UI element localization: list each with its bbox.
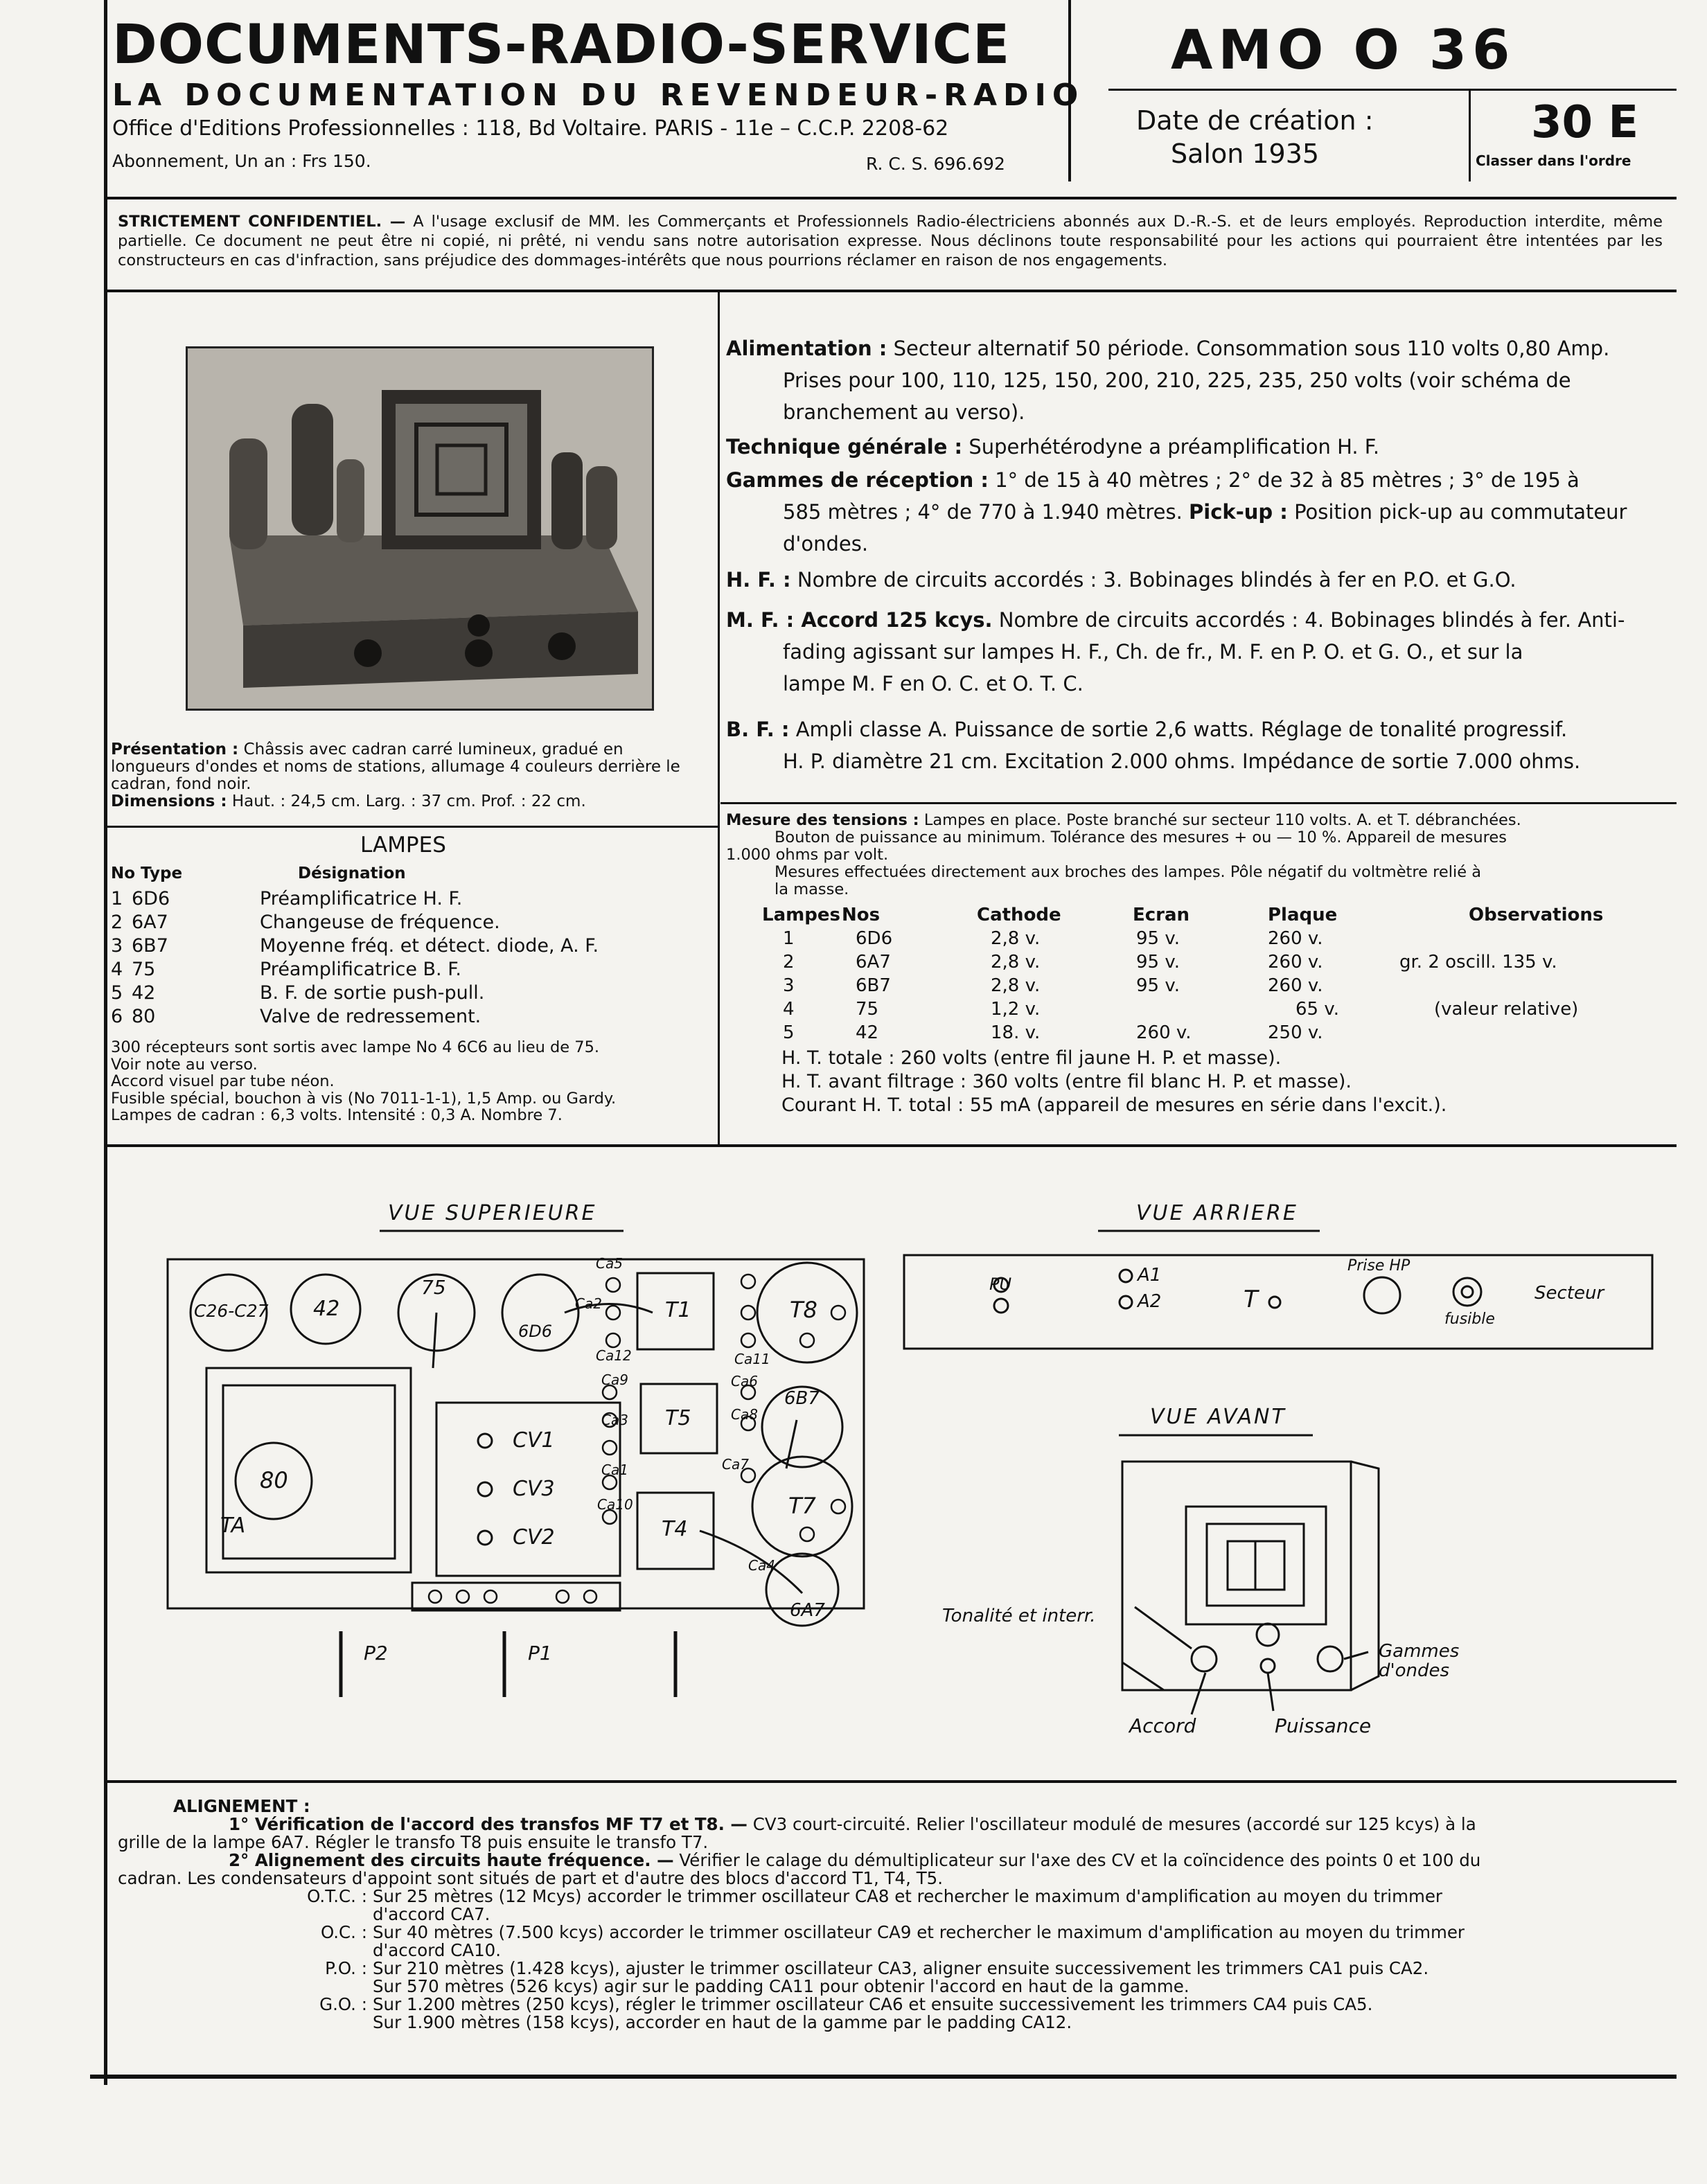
creation-date-label: Date de création : bbox=[1136, 105, 1374, 136]
tensions-row: 4 75 1,2 v. 65 v. (valeur relative) bbox=[783, 999, 1579, 1020]
lampes-title: LAMPES bbox=[360, 833, 446, 858]
label-ta: TA bbox=[220, 1513, 246, 1538]
label-pu: PU bbox=[989, 1275, 1012, 1294]
creation-date-value: Salon 1935 bbox=[1171, 139, 1320, 169]
confidential-lead: STRICTEMENT CONFIDENTIEL. — bbox=[118, 213, 406, 231]
label-t8: T8 bbox=[790, 1297, 817, 1323]
label-fusible: fusible bbox=[1444, 1311, 1495, 1328]
cv1-terminal bbox=[478, 1434, 492, 1448]
label-ca5: Ca5 bbox=[596, 1255, 623, 1272]
label-6a7: 6A7 bbox=[790, 1600, 825, 1621]
label-t5: T5 bbox=[665, 1406, 691, 1430]
label-p1: P1 bbox=[528, 1642, 552, 1664]
label-6b7: 6B7 bbox=[784, 1388, 820, 1409]
publisher-address: Office d'Editions Professionnelles : 118, Bd Voltaire. PARIS - 11e – C.C.P. 2208-62 bbox=[112, 116, 949, 141]
ht-totale: H. T. totale : 260 volts (entre fil jaune H. P. et masse). bbox=[781, 1047, 1282, 1069]
label-cv1: CV1 bbox=[513, 1428, 555, 1453]
label-ca7: Ca7 bbox=[722, 1456, 749, 1473]
prise-hp-socket bbox=[1364, 1277, 1400, 1313]
spec-alimentation: Alimentation : Secteur alternatif 50 période. Consommation sous 110 volts 0,80 Amp. Prises pour 100, 110, 125, 150, 200, 210, 225, 235, 250 volts (voir schéma de branchement au verso). bbox=[726, 337, 1610, 424]
cv3-terminal bbox=[478, 1482, 492, 1496]
alignement-section: ALIGNEMENT : 1° Vérification de l'accord des transfos MF T7 et T8. — CV3 court-circuité. Relier l'oscillateur modulé de mesures (accordé sur 125 kcys) à la grille de la lampe 6A7. Régler le transfo T8 puis ensuite le transfo T7. 2° Alignement des circuits haute fréquence. — Vérifier le calage du démultiplicateur sur l'axe des CV et la coïncidence des points 0 et 100 du cadran. Les condensateurs d'appoint sont situés de part et d'autre des blocs d'accord T1, T4, T5. O.T.C. : Sur 25 mètres (12 Mcys) accorder le trimmer oscillateur CA8 et rechercher le maximum d'amplification au moyen du trimmer d'accord CA7. O.C. : Sur 40 mètres (7.500 kcys) accorder le trimmer oscillateur CA9 et rechercher le maximum d'amplification au moyen du trimmer d'accord CA10. P.O. : Sur 210 mètres (1.428 kcys), ajuster le trimmer oscillateur CA3, aligner ensuite successivement les trimmers CA1 puis CA2. Sur 570 mètres (526 kcys) agir sur le padding CA11 pour obtenir l'accord en haut de la gamme. G.O. : Sur 1.200 mètres (250 kcys), régler le trimmer oscillateur CA6 et ensuite successivement les trimmers CA4 puis CA5. Sur 1.900 mètres (158 kcys), accorder en haut de la gamme par le padding CA12. bbox=[118, 1797, 1663, 2032]
lampes-note: Voir note au verso. bbox=[111, 1055, 258, 1074]
label-a1: A1 bbox=[1138, 1265, 1162, 1286]
classification-label: Classer dans l'ordre bbox=[1476, 152, 1631, 169]
label-80: 80 bbox=[260, 1467, 288, 1493]
presentation-label: Présentation : bbox=[111, 740, 239, 758]
label-c26c27: C26-C27 bbox=[194, 1301, 269, 1321]
vue-avant-title: VUE AVANT bbox=[1150, 1405, 1286, 1429]
label-t4: T4 bbox=[662, 1517, 688, 1541]
label-6d6: 6D6 bbox=[518, 1322, 553, 1341]
rcs-number: R. C. S. 696.692 bbox=[866, 154, 1005, 174]
label-p2: P2 bbox=[364, 1642, 388, 1664]
label-t1: T1 bbox=[665, 1298, 691, 1322]
spec-mf: M. F. : Accord 125 kcys. Nombre de circuits accordés : 4. Bobinages blindés à fer. Anti- fading agissant sur lampes H. F., Ch. de fr., M. F. en P. O. et G. O., et sur la lampe M. F en O. C. et O. T. C. bbox=[726, 608, 1625, 695]
label-prise-hp: Prise HP bbox=[1347, 1257, 1410, 1275]
label-ca12: Ca12 bbox=[596, 1347, 632, 1364]
label-cv2: CV2 bbox=[513, 1525, 555, 1550]
masthead-subtitle: LA DOCUMENTATION DU REVENDEUR-RADIO bbox=[112, 78, 1085, 113]
label-ca9: Ca9 bbox=[601, 1371, 628, 1388]
lampes-note: Accord visuel par tube néon. bbox=[111, 1072, 335, 1090]
label-secteur: Secteur bbox=[1534, 1283, 1604, 1304]
model-name: AMO O 36 bbox=[1171, 19, 1516, 82]
tensions-row: 3 6B7 2,8 v. 95 v. 260 v. bbox=[783, 975, 1323, 996]
spec-gammes: Gammes de réception : 1° de 15 à 40 mètres ; 2° de 32 à 85 mètres ; 3° de 195 à 585 mètres ; 4° de 770 à 1.940 mètres. Pick-up : Position pick-up au commutateur d'ondes. bbox=[726, 468, 1627, 556]
label-tonalite: Tonalité et interr. bbox=[942, 1606, 1096, 1626]
courant-ht-total: Courant H. T. total : 55 mA (appareil de mesures en série dans l'excit.). bbox=[781, 1094, 1447, 1116]
vue-arriere-title: VUE ARRIERE bbox=[1136, 1201, 1298, 1225]
front-cabinet-outline bbox=[1122, 1462, 1351, 1690]
power-transformer-ta-inner bbox=[223, 1385, 395, 1559]
label-accord: Accord bbox=[1129, 1714, 1196, 1737]
fusible-holder bbox=[1453, 1278, 1481, 1306]
lampes-note: Lampes de cadran : 6,3 volts. Intensité : 0,3 A. Nombre 7. bbox=[111, 1106, 563, 1124]
label-puissance: Puissance bbox=[1275, 1714, 1372, 1737]
dial-plate bbox=[412, 1583, 620, 1610]
label-ca4: Ca4 bbox=[748, 1557, 775, 1574]
lampes-note: Fusible spécial, bouchon à vis (No 7011-1-1), 1,5 Amp. ou Gardy. bbox=[111, 1089, 617, 1108]
masthead-title: DOCUMENTS-RADIO-SERVICE bbox=[112, 14, 1011, 76]
ht-avant-filtrage: H. T. avant filtrage : 360 volts (entre fil blanc H. P. et masse). bbox=[781, 1071, 1352, 1092]
spec-bf: B. F. : Ampli classe A. Puissance de sortie 2,6 watts. Réglage de tonalité progressif. H. P. diamètre 21 cm. Excitation 2.000 ohms. Impédance de sortie 7.000 ohms. bbox=[726, 718, 1581, 773]
label-t-terre: T bbox=[1244, 1286, 1258, 1313]
label-cv3: CV3 bbox=[513, 1477, 555, 1501]
label-ca11: Ca11 bbox=[734, 1351, 770, 1367]
tensions-row: 1 6D6 2,8 v. 95 v. 260 v. bbox=[783, 928, 1323, 949]
tensions-row: 5 42 18. v. 260 v. 250 v. bbox=[783, 1022, 1323, 1043]
classification-number: 30 E bbox=[1531, 97, 1639, 148]
spec-technique: Technique générale : Superhétérodyne a préamplification H. F. bbox=[726, 435, 1380, 459]
subscription-price: Abonnement, Un an : Frs 150. bbox=[112, 151, 371, 171]
label-ca6: Ca6 bbox=[731, 1373, 758, 1390]
label-ca2: Ca2 bbox=[575, 1295, 602, 1312]
label-ca3: Ca3 bbox=[601, 1412, 628, 1428]
tensions-header: Lampes Nos Cathode Ecran Plaque Observations bbox=[762, 905, 1604, 925]
label-75: 75 bbox=[421, 1276, 446, 1299]
lampes-note: 300 récepteurs sont sortis avec lampe No 4 6C6 au lieu de 75. bbox=[111, 1038, 600, 1056]
label-ca8: Ca8 bbox=[731, 1406, 758, 1423]
presentation-text: Châssis avec cadran carré lumineux, gradué en longueurs d'ondes et noms de stations, allumage 4 couleurs derrière le cadran, fond noir. bbox=[111, 740, 680, 793]
cv2-terminal bbox=[478, 1531, 492, 1545]
vue-superieure-title: VUE SUPERIEURE bbox=[388, 1201, 597, 1225]
confidential-text: A l'usage exclusif de MM. les Commerçants et Professionnels Radio-électriciens abonnés aux D.-R.-S. et de leurs employés. Reproduction interdite, même partielle. Ce document ne peut être ni copié, ni prêté, ni vendu sans notre autorisation expresse. Nous déclinons toute responsabilité pour les actions qui pourraient être intentées par les constructeurs en cas d'infraction, sans préjudice des dommages-intérêts que nous pourrions réclamer en raison de nos engagements. bbox=[118, 213, 1663, 269]
label-gammes-ondes: Gammes d'ondes bbox=[1379, 1641, 1460, 1681]
lampes-header-type: No Type bbox=[111, 864, 183, 882]
spec-hf: H. F. : Nombre de circuits accordés : 3. Bobinages blindés à fer en P.O. et G.O. bbox=[726, 568, 1516, 592]
mesure-tensions-intro: Mesure des tensions : Lampes en place. Poste branché sur secteur 110 volts. A. et T. débranchées. Bouton de puissance au minimum. Tolérance des mesures + ou — 10 %. Appareil de mesures 1.000 ohms par volt. Mesures effectuées directement aux broches des lampes. Pôle négatif du voltmètre relié à la masse. bbox=[726, 811, 1521, 898]
tensions-row: 2 6A7 2,8 v. 95 v. 260 v. gr. 2 oscill. 135 v. bbox=[783, 952, 1557, 973]
label-t7: T7 bbox=[788, 1493, 816, 1519]
label-ca10: Ca10 bbox=[597, 1496, 633, 1513]
label-a2: A2 bbox=[1138, 1291, 1162, 1312]
lampes-header-designation: Désignation bbox=[298, 864, 406, 882]
dimensions-text: Haut. : 24,5 cm. Larg. : 37 cm. Prof. : 22 cm. bbox=[231, 792, 586, 810]
label-42: 42 bbox=[313, 1297, 340, 1321]
alignement-title: ALIGNEMENT : bbox=[173, 1796, 310, 1816]
dimensions-label: Dimensions : bbox=[111, 792, 227, 810]
label-ca1: Ca1 bbox=[601, 1462, 628, 1478]
